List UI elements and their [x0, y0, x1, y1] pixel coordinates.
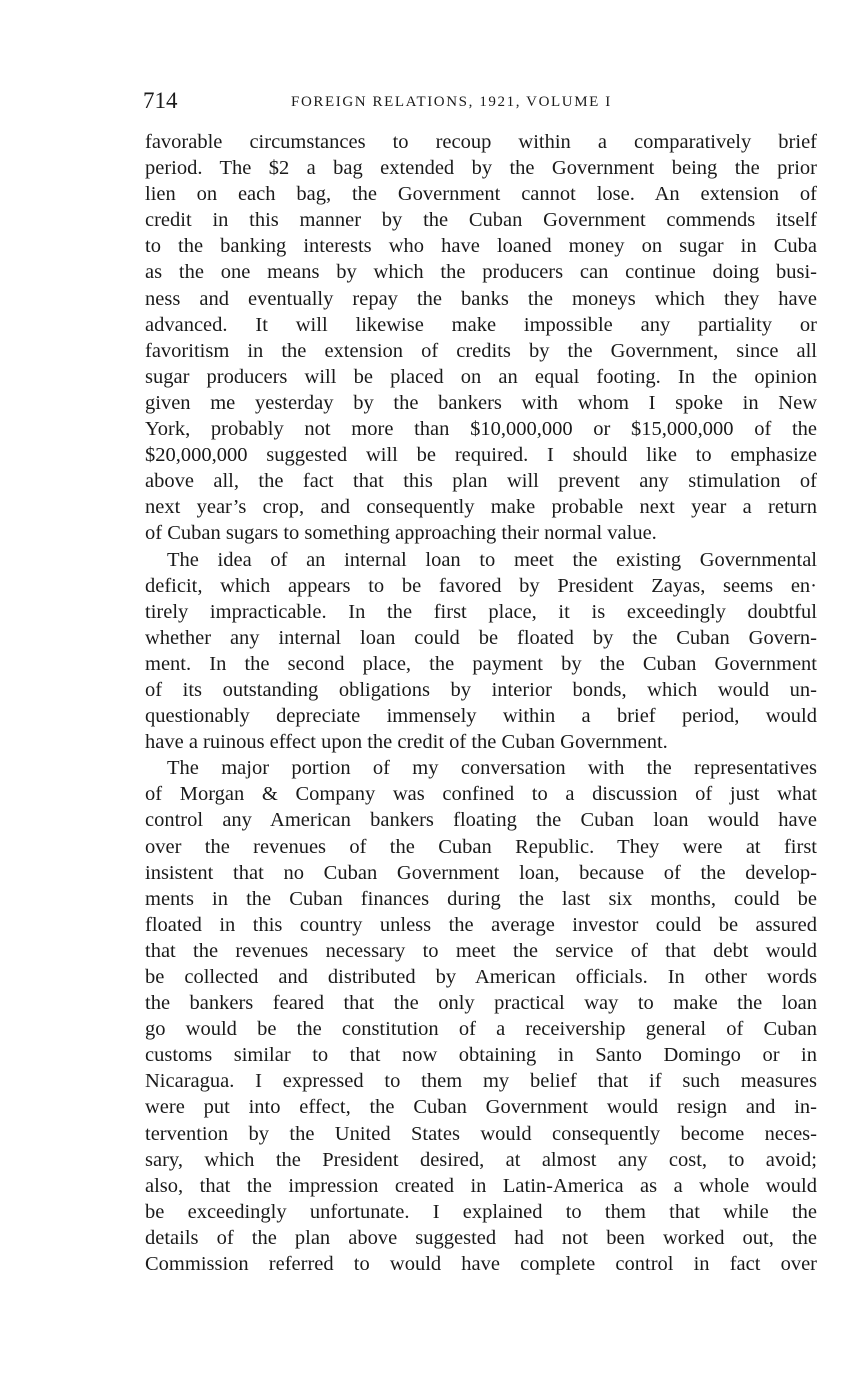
text-line: control any American bankers floating the Cuban loan would have: [145, 809, 817, 832]
page-header: [143, 86, 816, 116]
text-line: to the banking interests who have loaned money on sugar in Cuba: [145, 235, 817, 258]
running-head: FOREIGN RELATIONS, 1921, VOLUME I: [291, 94, 612, 110]
text-line: ness and eventually repay the banks the moneys which they have: [145, 287, 817, 310]
text-line: as the one means by which the producers can continue doing busi-: [145, 261, 817, 284]
text-line: also, that the impression created in Latin-America as a whole would: [145, 1174, 817, 1197]
text-line: floated in this country unless the average investor could be assured: [145, 913, 817, 936]
text-line: of Cuban sugars to something approaching their normal value.: [145, 522, 657, 545]
text-line: next year’s crop, and consequently make probable next year a return: [145, 496, 817, 519]
text-line: favoritism in the extension of credits by the Government, since all: [145, 339, 817, 362]
text-line: have a ruinous effect upon the credit of the Cuban Government.: [145, 731, 668, 754]
text-line: sary, which the President desired, at almost any cost, to avoid;: [145, 1148, 817, 1171]
text-line: insistent that no Cuban Government loan, because of the develop-: [145, 861, 817, 884]
body-text: [145, 129, 817, 1277]
text-line: that the revenues necessary to meet the service of that debt would: [145, 939, 817, 962]
text-line: go would be the constitution of a receivership general of Cuban: [145, 1018, 817, 1041]
text-line: over the revenues of the Cuban Republic. They were at first: [145, 835, 817, 858]
text-line: whether any internal loan could be floated by the Cuban Govern-: [145, 626, 817, 649]
text-line: period. The $2 a bag extended by the Government being the prior: [145, 157, 817, 180]
text-line: Commission referred to would have complete control in fact over: [145, 1253, 817, 1276]
text-line: questionably depreciate immensely within a brief period, would: [145, 705, 817, 728]
text-line: be collected and distributed by American officials. In other words: [145, 966, 817, 988]
paragraph: [145, 129, 817, 547]
text-line: deficit, which appears to be favored by President Zayas, seems en·: [145, 574, 817, 597]
text-line: of Morgan & Company was confined to a discussion of just what: [145, 783, 817, 806]
text-line: The major portion of my conversation with the representatives: [167, 757, 817, 780]
text-line: above all, the fact that this plan will prevent any stimulation of: [145, 470, 817, 493]
text-line: given me yesterday by the bankers with whom I spoke in New: [145, 391, 817, 414]
text-line: advanced. It will likewise make impossible any partiality or: [145, 313, 817, 336]
text-line: credit in this manner by the Cuban Government commends itself: [145, 209, 817, 232]
text-line: sugar producers will be placed on an equal footing. In the opinion: [145, 365, 817, 388]
page-number: 714: [143, 88, 178, 113]
text-line: tervention by the United States would consequently become neces-: [145, 1122, 817, 1145]
text-line: tirely impracticable. In the first place, it is exceedingly doubtful: [145, 600, 817, 623]
text-line: of its outstanding obligations by interior bonds, which would un-: [145, 678, 817, 701]
text-line: favorable circumstances to recoup within a comparatively brief: [145, 131, 817, 153]
text-line: customs similar to that now obtaining in Santo Domingo or in: [145, 1044, 817, 1067]
text-line: The idea of an internal loan to meet the existing Governmental: [167, 548, 817, 571]
paragraph: [145, 755, 817, 1277]
text-line: the bankers feared that the only practical way to make the loan: [145, 992, 817, 1015]
text-line: Nicaragua. I expressed to them my belief that if such measures: [145, 1070, 817, 1093]
text-line: details of the plan above suggested had not been worked out, the: [145, 1226, 817, 1249]
paragraph: [145, 547, 817, 756]
text-line: lien on each bag, the Government cannot lose. An extension of: [145, 183, 817, 206]
text-line: $20,000,000 suggested will be required. I should like to emphasize: [145, 444, 817, 467]
text-line: ment. In the second place, the payment by the Cuban Government: [145, 652, 817, 675]
text-line: be exceedingly unfortunate. I explained to them that while the: [145, 1200, 817, 1223]
text-line: were put into effect, the Cuban Government would resign and in-: [145, 1096, 817, 1119]
text-line: ments in the Cuban finances during the last six months, could be: [145, 887, 817, 910]
text-line: York, probably not more than $10,000,000 or $15,000,000 of the: [145, 418, 817, 441]
